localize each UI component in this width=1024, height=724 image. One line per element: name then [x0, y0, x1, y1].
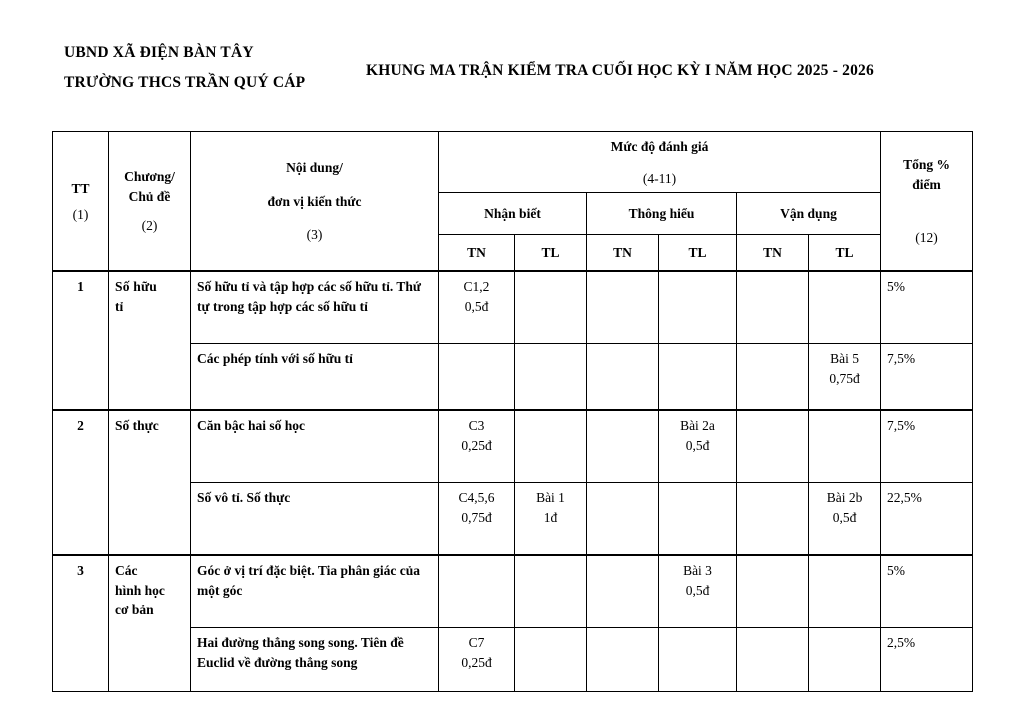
- header-thong-hieu-tl: TL: [659, 235, 737, 272]
- cell-th-tn: [587, 483, 659, 556]
- cell-vd-tl: [809, 271, 881, 344]
- cell-vd-tl: [809, 410, 881, 483]
- header-noidung: [191, 132, 439, 272]
- header-van-dung: Vận dụng: [737, 193, 881, 235]
- header-tong-line2: điểm: [912, 176, 941, 192]
- header-muc-do-danh-gia: [439, 132, 881, 193]
- row-chuong-line3: cơ bản: [115, 602, 154, 618]
- cell-nb-tl: [515, 271, 587, 344]
- cell-vd-tl: [809, 344, 881, 411]
- row-noidung: Số hữu tỉ và tập hợp các số hữu tỉ. Thứ tự trong tập hợp các số hữu tỉ: [191, 271, 439, 344]
- row-index: 1: [53, 271, 109, 410]
- table-row: [53, 344, 973, 411]
- cell-nb-tn: [439, 483, 515, 556]
- cell-vd-tl-code: Bài 5: [830, 351, 859, 367]
- row-chuong-line1: Số thực: [115, 418, 159, 434]
- row-noidung: Các phép tính với số hữu tỉ: [191, 344, 439, 411]
- header-thong-hieu: Thông hiểu: [587, 193, 737, 235]
- cell-tong-percent: 5%: [881, 271, 973, 344]
- cell-tong-percent: 7,5%: [881, 410, 973, 483]
- table-row: [53, 410, 973, 483]
- row-noidung: Số vô tỉ. Số thực: [191, 483, 439, 556]
- row-noidung: Góc ở vị trí đặc biệt. Tia phân giác của một góc: [191, 555, 439, 628]
- document-title: KHUNG MA TRẬN KIỂM TRA CUỐI HỌC KỲ I NĂM HỌC 2025 - 2026: [366, 62, 874, 79]
- row-chuong-line2: tỉ: [115, 298, 124, 314]
- header-chuong-number: (2): [141, 218, 158, 234]
- org-name-line1: UBND XÃ ĐIỆN BÀN TÂY: [64, 44, 254, 61]
- header-tt-label: TT: [71, 181, 90, 196]
- table-row: [53, 628, 973, 692]
- header-chuong-line1: Chương/: [124, 169, 175, 185]
- cell-nb-tn-score: 0,25đ: [461, 654, 492, 670]
- cell-th-tl: [659, 628, 737, 692]
- cell-vd-tl-score: 0,5đ: [832, 509, 857, 525]
- header-van-dung-tl: TL: [809, 235, 881, 272]
- cell-nb-tn: [439, 555, 515, 628]
- cell-th-tl: [659, 344, 737, 411]
- matrix-table: [52, 131, 973, 692]
- cell-nb-tn-code: C4,5,6: [458, 490, 495, 506]
- cell-nb-tl-code: Bài 1: [536, 490, 565, 506]
- cell-vd-tl: [809, 628, 881, 692]
- cell-vd-tn: [737, 628, 809, 692]
- document-header: [0, 38, 1024, 108]
- row-chuong: [109, 410, 191, 555]
- table-row: [53, 555, 973, 628]
- cell-vd-tl: [809, 483, 881, 556]
- cell-vd-tl-score: 0,75đ: [829, 370, 860, 386]
- header-noidung-number: (3): [306, 227, 323, 243]
- cell-vd-tn: [737, 555, 809, 628]
- header-nhan-biet: Nhận biết: [439, 193, 587, 235]
- cell-th-tl-code: Bài 3: [683, 563, 712, 579]
- header-noidung-line2: đơn vị kiến thức: [267, 193, 362, 209]
- header-chuong: [109, 132, 191, 272]
- header-tong-percent: [881, 132, 973, 272]
- row-index: 2: [53, 410, 109, 555]
- school-header: [64, 38, 364, 98]
- cell-nb-tn-score: 0,25đ: [461, 437, 492, 453]
- cell-tong-percent: 22,5%: [881, 483, 973, 556]
- cell-nb-tn-score: 0,75đ: [461, 509, 492, 525]
- org-name-line2: TRƯỜNG THCS TRẦN QUÝ CÁP: [64, 74, 306, 91]
- row-chuong: [109, 271, 191, 410]
- cell-th-tl: [659, 483, 737, 556]
- row-noidung: Hai đường thẳng song song. Tiên đề Euclid về đường thẳng song: [191, 628, 439, 692]
- cell-nb-tl: [515, 628, 587, 692]
- row-chuong-line1: Số hữu: [115, 279, 157, 295]
- header-tong-number: (12): [915, 230, 938, 246]
- cell-nb-tn: [439, 628, 515, 692]
- cell-th-tl: [659, 555, 737, 628]
- cell-th-tl: [659, 410, 737, 483]
- header-nhan-biet-tl: TL: [515, 235, 587, 272]
- header-nhan-biet-tn: TN: [439, 235, 515, 272]
- header-muc-do-number: (4-11): [642, 170, 677, 186]
- header-chuong-line2: Chủ đề: [128, 188, 171, 204]
- cell-th-tn: [587, 271, 659, 344]
- cell-nb-tn: [439, 344, 515, 411]
- header-tong-line1: Tổng %: [903, 157, 950, 173]
- cell-th-tn: [587, 555, 659, 628]
- cell-tong-percent: 5%: [881, 555, 973, 628]
- table-header-row-1: [53, 132, 973, 193]
- cell-nb-tn-score: 0,5đ: [464, 298, 489, 314]
- cell-th-tl-code: Bài 2a: [680, 418, 715, 434]
- cell-tong-percent: 2,5%: [881, 628, 973, 692]
- row-chuong: [109, 555, 191, 692]
- table-row: [53, 271, 973, 344]
- cell-nb-tl-score: 1đ: [543, 509, 558, 525]
- cell-nb-tn-code: C7: [468, 635, 485, 651]
- cell-vd-tl: [809, 555, 881, 628]
- cell-vd-tn: [737, 410, 809, 483]
- cell-nb-tl: [515, 410, 587, 483]
- header-tt-number: (1): [72, 206, 89, 222]
- table-row: [53, 483, 973, 556]
- cell-th-tn: [587, 628, 659, 692]
- cell-nb-tn: [439, 271, 515, 344]
- cell-th-tn: [587, 344, 659, 411]
- header-thong-hieu-tn: TN: [587, 235, 659, 272]
- cell-th-tl-score: 0,5đ: [685, 582, 710, 598]
- cell-nb-tl: [515, 555, 587, 628]
- cell-nb-tn-code: C1,2: [463, 279, 490, 295]
- row-index: 3: [53, 555, 109, 692]
- cell-vd-tn: [737, 344, 809, 411]
- cell-nb-tn: [439, 410, 515, 483]
- cell-vd-tn: [737, 483, 809, 556]
- header-muc-do-label: Mức độ đánh giá: [610, 139, 709, 154]
- header-van-dung-tn: TN: [737, 235, 809, 272]
- cell-vd-tl-code: Bài 2b: [826, 490, 863, 506]
- row-noidung: Căn bậc hai số học: [191, 410, 439, 483]
- header-tt: [53, 132, 109, 272]
- cell-th-tl: [659, 271, 737, 344]
- row-chuong-line2: hình học: [115, 582, 165, 598]
- cell-nb-tl: [515, 483, 587, 556]
- cell-th-tl-score: 0,5đ: [685, 437, 710, 453]
- cell-vd-tn: [737, 271, 809, 344]
- cell-tong-percent: 7,5%: [881, 344, 973, 411]
- cell-th-tn: [587, 410, 659, 483]
- cell-nb-tn-code: C3: [468, 418, 485, 434]
- row-chuong-line1: Các: [115, 563, 138, 579]
- header-noidung-line1: Nội dung/: [286, 160, 343, 176]
- cell-nb-tl: [515, 344, 587, 411]
